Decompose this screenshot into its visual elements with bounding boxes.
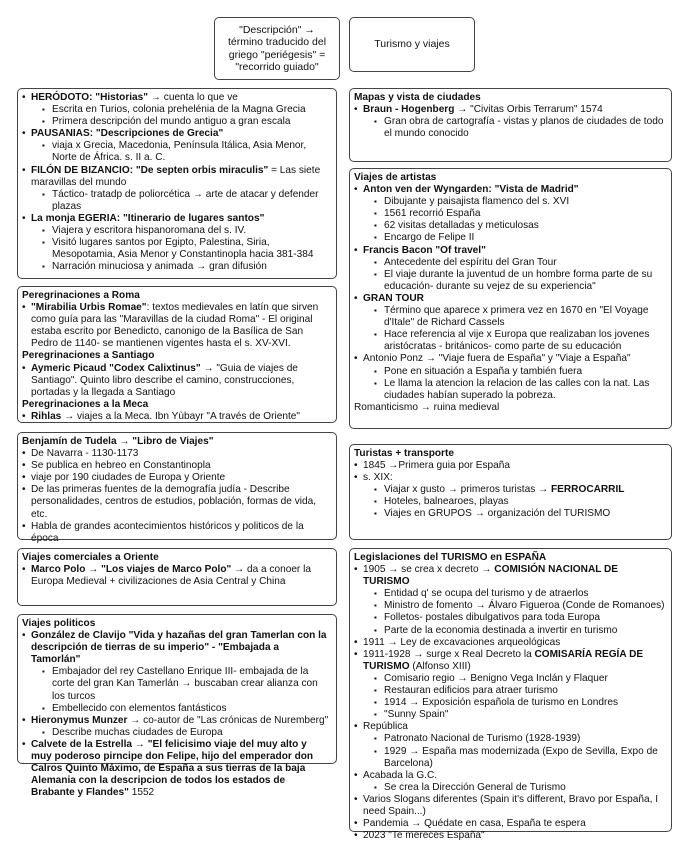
list-item: [354, 746, 665, 770]
item-bold-text: Viajes de artistas: [354, 172, 437, 183]
list-item: [354, 472, 665, 484]
ancient-travelers-box: [17, 88, 337, 279]
tudela-box: [17, 432, 337, 544]
item-text: Primera descripción del mundo antiguo a gran escala: [52, 116, 291, 128]
list-item: [354, 782, 665, 794]
section-heading: [22, 350, 330, 362]
list-item: [354, 460, 665, 472]
item-text: El viaje durante la juventud de un hombre forma parte de su educación- durante su vejez de su experiencia": [384, 268, 653, 292]
item-bold-text: FILÓN DE BIZANCIO: "De septen orbis miraculis": [31, 164, 269, 176]
item-text: → "Libro de Viajes": [116, 436, 214, 447]
item-text: (Alfonso XIII): [409, 660, 471, 672]
list-item: [22, 703, 330, 715]
item-bold-text: FERROCARRIL: [550, 484, 625, 496]
item-bold-text: HERÓDOTO: "Historias": [31, 92, 149, 103]
item-text: Escrita en Turios, colonia prehelénia de la Magna Grecia: [52, 104, 306, 116]
item-text: Viajar x gusto → primeros turistas →: [384, 484, 551, 496]
list-item: [22, 715, 330, 727]
item-bold-text: Aymeric Picaud "Codex Calixtinus": [31, 362, 201, 374]
list-item: [354, 649, 665, 673]
item-text: Dibujante y paisajista flamenco del s. XVI: [384, 196, 570, 208]
list-item: [354, 830, 665, 842]
item-bold-text: PAUSANIAS: "Descripciones de Grecia": [31, 128, 224, 140]
section-heading: [354, 172, 665, 184]
item-text: Entidad q' se ocupa del turismo y de atraerlos: [384, 588, 589, 600]
section-heading: [22, 552, 330, 564]
item-text: Habla de grandes acontecimientos históricos y politicos de la época: [31, 520, 304, 544]
list-item: [354, 353, 665, 365]
item-bold-text: Legislaciones del TURISMO en ESPAÑA: [354, 552, 547, 563]
item-text: 1845 →Primera guia por España: [363, 460, 511, 472]
item-bold-text: COMISIÓN NACIONAL DE TURISMO: [363, 564, 619, 588]
item-bold-text: Rihlas: [31, 410, 62, 422]
list-item: [22, 165, 330, 189]
item-text: Viajera y escritora hispanoromana del s. IV.: [52, 225, 247, 237]
list-item: [354, 697, 665, 709]
item-text: Hoteles, balnearoes, playas: [384, 496, 509, 508]
list-item: [354, 673, 665, 685]
item-bold-text: Hieronymus Munzer: [31, 714, 128, 726]
list-item: [354, 378, 665, 402]
list-item: [354, 220, 665, 232]
item-bold-text: Viajes politicos: [22, 618, 96, 629]
list-item: [354, 508, 665, 520]
item-bold-text: Peregrinaciones a Roma: [22, 290, 140, 301]
political-travels-box: [17, 614, 337, 799]
item-text: → "Civitas Orbis Terrarum" 1574: [454, 104, 603, 116]
list-item: [22, 363, 330, 399]
section-heading: [22, 436, 330, 448]
list-item: [354, 245, 665, 257]
item-text: Táctico- tratadp de poliorcética → arte de atacar y defender plazas: [52, 188, 319, 212]
item-text: Antonio Ponz → "Viaje fuera de España" y "Viaje a España": [363, 353, 631, 365]
item-text: Pone en situación a España y también fuera: [384, 365, 583, 377]
list-item: [22, 302, 330, 350]
list-item: [354, 794, 665, 818]
list-item: [22, 116, 330, 128]
item-text: De las primeras fuentes de la demografía judía - Describe personalidades, centros de estudios, población, formas de vida, etc.: [31, 484, 317, 520]
pilgrimages-box: [17, 286, 337, 423]
list-item: [22, 521, 330, 545]
item-bold-text: Marco Polo → "Los viajes de Marco Polo": [31, 564, 232, 576]
list-item: [354, 196, 665, 208]
item-text: Restauran edificios para atraer turismo: [384, 685, 558, 697]
list-item: [22, 213, 330, 225]
item-text: → viajes a la Meca. Ibn Yùbayr "A través de Oriente": [61, 410, 300, 422]
item-bold-text: Braun - Hogenberg: [363, 104, 455, 116]
item-text: "Sunny Spain": [384, 709, 449, 721]
item-text: Se crea la Dirección General de Turismo: [384, 781, 566, 793]
item-text: 1561 recorrió España: [384, 208, 481, 220]
item-bold-text: "Mirabilia Urbis Romae": [31, 302, 147, 314]
list-item: [354, 733, 665, 745]
item-text: Antecedente del espíritu del Gran Tour: [384, 256, 557, 268]
item-text: 1911 → Ley de excavaciones arqueológicas: [363, 636, 561, 648]
section-heading: [354, 448, 665, 460]
list-item: [22, 237, 330, 261]
list-item: [354, 625, 665, 637]
item-text: Acabada la G.C.: [363, 769, 438, 781]
list-item: [354, 329, 665, 353]
section-heading: [22, 290, 330, 302]
item-text: Viajes en GRUPOS → organización del TURISMO: [384, 508, 611, 520]
list-item: [22, 261, 330, 273]
item-text: → cuenta lo que ve: [148, 92, 238, 103]
list-item: [22, 484, 330, 520]
list-item: [354, 600, 665, 612]
item-text: Se publica en hebreo en Constantinopla: [31, 460, 211, 472]
section-heading: [22, 399, 330, 411]
list-item: [354, 484, 665, 496]
list-item: [354, 269, 665, 293]
list-item: [22, 411, 330, 423]
item-bold-text: Peregrinaciones a Santiago: [22, 350, 155, 362]
item-bold-text: Francis Bacon "Of travel": [363, 244, 486, 256]
item-text: viaja x Grecia, Macedonia, Península Itálica, Asia Menor, Norte de África. s. II a. C.: [52, 140, 307, 164]
list-item: [354, 293, 665, 305]
maps-box: [349, 88, 672, 162]
item-text: República: [363, 721, 408, 733]
list-item: [22, 92, 330, 104]
list-item: [354, 257, 665, 269]
list-item: [354, 612, 665, 624]
item-bold-text: Calvete de la Estrella → "El felicisimo viaje del muy alto y muy poderoso pirncipe don Felipe, hijo del emperador don Calros Quinto Máximo, de España a sus tierras de la baja Alemania con la descripcion de todos los estados de Brabante y Flandes": [31, 738, 314, 799]
item-bold-text: Anton ven der Wyngarden: "Vista de Madrid": [363, 184, 579, 196]
item-text: 1905 → se crea x decreto →: [363, 564, 495, 576]
item-text: Varios Slogans diferentes (Spain it's different, Bravo por España, I need Spain...): [363, 793, 658, 817]
item-bold-text: GRAN TOUR: [363, 292, 424, 304]
item-text: → "Guia de viajes de Santiago". Quinto libro describe el camino, construcciones, portadas y la llegada a Santiago: [31, 362, 298, 398]
item-text: Embajador del rey Castellano Enrique III- embajada de la corte del gran Kan Tamerlán → buscaban crear alianza con los turcos: [52, 666, 318, 702]
item-text: Pandemia → Quédate en casa, España te espera: [363, 818, 586, 830]
list-item: [22, 564, 330, 588]
list-item: [22, 630, 330, 666]
item-text: Romanticismo → ruina medieval: [354, 401, 500, 413]
item-bold-text: Peregrinaciones a la Meca: [22, 398, 149, 410]
item-text: Comisario regio → Benigno Vega Inclán y Flaquer: [384, 672, 608, 684]
item-text: viaje por 190 ciudades de Europa y Oriente: [31, 472, 226, 484]
item-text: Gran obra de cartografía - vistas y planos de ciudades de todo el mundo conocido: [384, 116, 664, 140]
list-item: [22, 460, 330, 472]
item-text: → da a conoer la Europa Medieval + civilizaciones de Asia Central y China: [31, 564, 311, 588]
item-text: Ministro de fomento → Álvaro Figueroa (Conde de Romanoes): [384, 600, 665, 612]
item-text: Parte de la economia destinada a invertir en turismo: [384, 624, 618, 636]
list-item: [354, 366, 665, 378]
item-text: Describe muchas ciudades de Europa: [52, 726, 223, 738]
item-text: Hace referencia al vije x Europa que realizaban los jovenes aristócratas - británicos- como parte de su educación: [384, 329, 650, 353]
list-item: [22, 225, 330, 237]
title-node: [349, 17, 475, 72]
item-text: Embellecido con elementos fantásticos: [52, 702, 227, 714]
list-item: [354, 208, 665, 220]
definition-text: "Descripción" → término traducido del griego "periégesis" = "recorrido guiado": [227, 23, 327, 73]
list-item: [22, 472, 330, 484]
item-text: s. XIX:: [363, 472, 393, 484]
item-bold-text: Mapas y vista de ciudades: [354, 92, 481, 103]
item-text: 1914 → Exposición española de turismo en Londres: [384, 697, 618, 709]
tourists-transport-box: [349, 444, 672, 540]
item-bold-text: Benjamín de Tudela: [22, 436, 117, 447]
item-text: Narración minuciosa y animada → gran difusión: [52, 261, 267, 273]
list-item: [354, 402, 665, 414]
list-item: [22, 104, 330, 116]
list-item: [354, 305, 665, 329]
list-item: [22, 128, 330, 140]
section-heading: [354, 552, 665, 564]
list-item: [354, 564, 665, 588]
list-item: [354, 116, 665, 140]
item-text: 62 visitas detalladas y meticulosas: [384, 220, 539, 232]
item-text: 2023 "Te mereces España": [363, 830, 485, 842]
list-item: [354, 770, 665, 782]
item-text: Encargo de Felipe II: [384, 232, 475, 244]
section-heading: [354, 92, 665, 104]
item-text: → co-autor de "Las crónicas de Nuremberg": [127, 714, 329, 726]
item-text: Le llama la atencion la relacion de las calles con la nat. Las ciudades habían superado la pobreza.: [384, 377, 650, 401]
list-item: [22, 448, 330, 460]
item-text: 1552: [128, 787, 155, 799]
list-item: [354, 104, 665, 116]
list-item: [22, 189, 330, 213]
list-item: [354, 496, 665, 508]
list-item: [354, 818, 665, 830]
item-text: De Navarra - 1130-1173: [31, 448, 139, 460]
item-bold-text: La monja EGERIA: "Itinerario de lugares santos": [31, 212, 265, 224]
list-item: [354, 709, 665, 721]
list-item: [354, 588, 665, 600]
item-text: Término que aparece x primera vez en 1670 en "El Voyage d'Itale" de Richard Cassels: [384, 305, 649, 329]
list-item: [22, 739, 330, 799]
list-item: [22, 666, 330, 702]
list-item: [354, 232, 665, 244]
item-text: 1929 → España mas modernizada (Expo de Sevilla, Expo de Barcelona): [384, 745, 658, 769]
definition-node: [214, 17, 340, 80]
title-text: Turismo y viajes: [374, 38, 450, 51]
list-item: [22, 140, 330, 164]
item-bold-text: COMISARÍA REGÍA DE TURISMO: [363, 648, 644, 672]
list-item: [22, 727, 330, 739]
commercial-travels-box: [17, 548, 337, 606]
item-bold-text: Turistas + transporte: [354, 448, 454, 459]
list-item: [354, 184, 665, 196]
list-item: [354, 685, 665, 697]
list-item: [354, 721, 665, 733]
item-text: Patronato Nacional de Turismo (1928-1939): [384, 733, 581, 745]
item-bold-text: Viajes comerciales a Oriente: [22, 552, 159, 563]
item-text: : textos medievales en latín que sirven como guía para las "Maravillas de la ciudad Roma" - El original estaba escrito por Benedicto, canonigo de la Basílica de San Pedro de 1140- se mantienen vigentes hasta el s. XV-XVI.: [31, 302, 319, 350]
item-text: Visitó lugares santos por Egipto, Palestina, Siria, Mesopotamia, Asia Menor y Constantinopla hacia 381-384: [52, 237, 314, 261]
section-heading: [22, 618, 330, 630]
item-text: 1911-1928 → surge x Real Decreto la: [363, 648, 535, 660]
item-bold-text: González de Clavijo "Vida y hazañas del gran Tamerlan con la descripción de tierras de su imperio" - "Embajada a Tamorlán": [31, 630, 327, 666]
item-text: Folletos- postales dibulgativos para toda Europa: [384, 612, 601, 624]
list-item: [354, 637, 665, 649]
legislation-box: [349, 548, 672, 842]
artists-box: [349, 168, 672, 429]
item-text: = Las siete maravillas del mundo: [31, 164, 321, 188]
